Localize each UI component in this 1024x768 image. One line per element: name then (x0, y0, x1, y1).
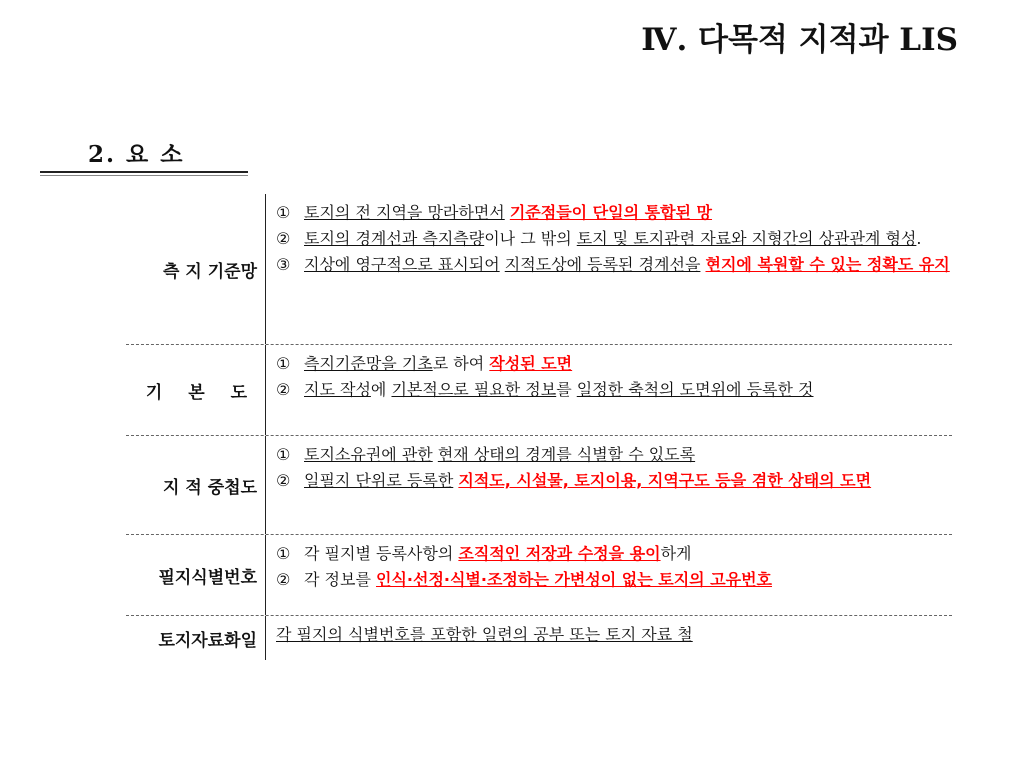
row-label: 측 지 기준망 (126, 194, 266, 344)
item-text-part: 지적도상에 등록된 경계선을 (504, 255, 701, 274)
item-number: ② (276, 570, 291, 589)
item-text-part: 일필지 단위로 등록한 (304, 471, 454, 490)
row-label: 토지자료화일 (126, 616, 266, 660)
item-number: ① (276, 354, 291, 373)
elements-table (126, 194, 952, 660)
list-item (276, 567, 952, 593)
table-row (126, 535, 952, 616)
item-number: ① (276, 445, 291, 464)
item-text-part: 지도 작성 (304, 380, 371, 399)
item-text-part: 이나 그 밖의 (484, 229, 577, 248)
row-content (266, 345, 952, 435)
item-text-part: 토지의 경계선과 측지측량 (304, 229, 485, 248)
row-content (266, 535, 952, 615)
item-text-part: 기본적으로 필요한 정보 (391, 380, 557, 399)
item-text (304, 468, 952, 494)
item-text (304, 541, 952, 567)
item-text (304, 377, 952, 403)
item-text-part: 지상에 영구적으로 표시되어 (304, 255, 500, 274)
section-title: 2. 요 소 (88, 141, 185, 168)
item-text-part: 에 (370, 380, 392, 399)
item-text (304, 567, 952, 593)
highlight-text: 인식·선정·식별·조정하는 가변성이 없는 토지의 고유번호 (376, 570, 773, 589)
list-item (276, 541, 952, 567)
row-label: 필지식별번호 (126, 535, 266, 615)
item-text (276, 622, 952, 648)
item-text-part: 각 필지별 등록사항의 (304, 544, 459, 563)
table-row (126, 436, 952, 535)
item-text (304, 252, 952, 278)
list-item (276, 377, 952, 403)
item-number: ② (276, 471, 291, 490)
row-content (266, 194, 952, 344)
slide-title: Ⅳ. 다목적 지적과 LIS (641, 22, 958, 58)
highlight-text: 기준점들이 단일의 통합된 망 (509, 203, 713, 222)
item-text (304, 200, 952, 226)
item-text-part: 토지소유권에 관한 (304, 445, 433, 464)
list-item (276, 622, 952, 648)
list-item (276, 442, 952, 468)
item-text-part: 토지의 전 지역을 망라하면서 (304, 203, 505, 222)
row-label: 지 적 중첩도 (126, 436, 266, 534)
list-item (276, 200, 952, 226)
row-label: 기 본 도 (126, 345, 266, 435)
highlight-text: 조직적인 저장과 수정을 용이 (458, 544, 661, 563)
row-content (266, 616, 952, 660)
section-underline (40, 171, 248, 173)
item-text-part: 일정한 축척의 도면위에 등록한 것 (576, 380, 814, 399)
item-text-part: 각 필지의 식별번호를 포함한 일련의 공부 또는 토지 자료 철 (276, 625, 693, 644)
list-item (276, 351, 952, 377)
section-underline-shadow (40, 175, 248, 176)
item-text-part: 각 정보를 (304, 570, 376, 589)
item-text-part: 하게 (660, 544, 692, 563)
item-number: ③ (276, 255, 291, 274)
item-text-part: 로 하여 (432, 354, 490, 373)
item-text-part: 측지기준망을 기초 (304, 354, 433, 373)
list-item (276, 252, 952, 278)
item-text-part: 토지 및 토지관련 자료와 지형간의 상관관계 형성 (576, 229, 917, 248)
table-row (126, 616, 952, 660)
list-item (276, 468, 952, 494)
highlight-text: 현지에 복원할 수 있는 정확도 유지 (705, 255, 950, 274)
list-item (276, 226, 952, 252)
highlight-text: 지적도, 시설물, 토지이용, 지역구도 등을 겸한 상태의 도면 (458, 471, 872, 490)
row-content (266, 436, 952, 534)
item-number: ① (276, 203, 291, 222)
item-text-part: . (916, 229, 922, 248)
table-row (126, 345, 952, 436)
item-text (304, 351, 952, 377)
highlight-text: 작성된 도면 (489, 354, 573, 373)
item-number: ① (276, 544, 291, 563)
item-text (304, 226, 952, 252)
item-text-part: 현재 상태의 경계를 식별할 수 있도록 (437, 445, 696, 464)
table-row (126, 194, 952, 345)
item-number: ② (276, 380, 291, 399)
item-number: ② (276, 229, 291, 248)
item-text (304, 442, 952, 468)
item-text-part: 를 (556, 380, 577, 399)
